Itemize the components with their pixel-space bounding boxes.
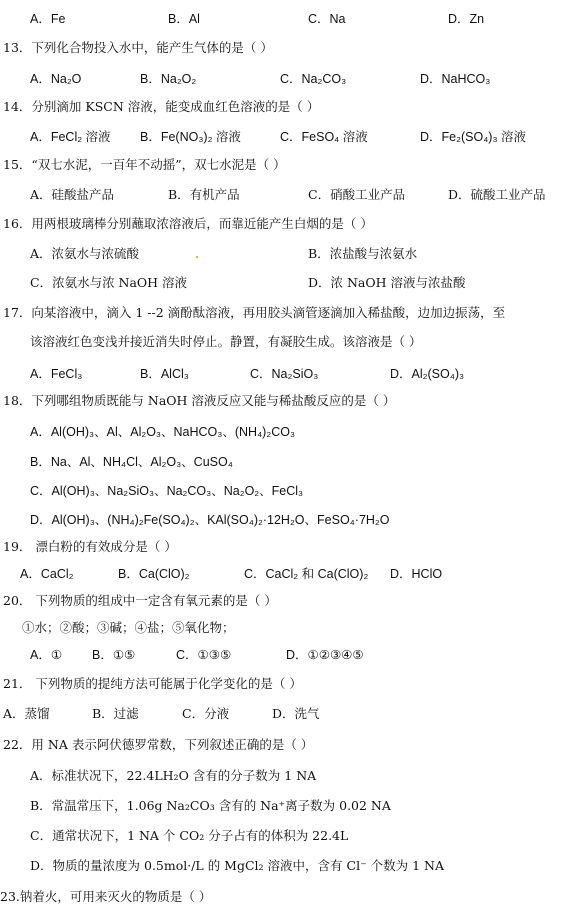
q16-option-d: D．浓 NaOH 溶液与浓盐酸	[308, 275, 466, 290]
q21-option-b: B．过滤	[92, 706, 139, 721]
q21-stem: 21． 下列物质的提纯方法可能属于化学变化的是（ ）	[3, 676, 302, 691]
q17-stem-line1: 17．向某溶液中，滴入 1 --2 滴酚酞溶液，再用胶头滴管逐滴加入稀盐酸，边加边振荡，至	[3, 305, 506, 320]
q15-stem: 15．“双七水泥，一百年不动摇”，双七水泥是（ ）	[3, 157, 286, 172]
q20-list: ①水；②酸；③碱；④盐；⑤氧化物；	[22, 620, 235, 635]
q19-option-b: B．Ca(ClO)₂	[118, 567, 190, 581]
q22-option-b: B．常温常压下，1.06g Na₂CO₃ 含有的 Na⁺离子数为 0.02 NA	[30, 798, 391, 813]
q18-option-c: C．Al(OH)₃、Na₂SiO₃、Na₂CO₃、Na₂O₂、FeCl₃	[30, 484, 304, 498]
q20-option-c: C．①③⑤	[176, 648, 232, 662]
q22-option-d: D．物质的量浓度为 0.5mol·/L 的 MgCl₂ 溶液中，含有 Cl⁻ 个数为 1 NA	[30, 858, 445, 873]
stray-dot	[196, 256, 198, 258]
q23-stem: 23.钠着火，可用来灭火的物质是（ ）	[0, 889, 212, 904]
q14-option-b: B．Fe(NO₃)₂ 溶液	[140, 130, 241, 144]
q19-option-c: C．CaCl₂ 和 Ca(ClO)₂	[244, 567, 369, 581]
q13-option-d: D．NaHCO₃	[420, 72, 491, 86]
q12-option-b: B．Al	[168, 12, 200, 26]
q16-option-b: B．浓盐酸与浓氨水	[308, 246, 418, 261]
q21-option-d: D．洗气	[272, 706, 320, 721]
q20-option-a: A．①	[30, 648, 63, 662]
q18-option-b: B．Na、Al、NH₄Cl、Al₂O₃、CuSO₄	[30, 455, 233, 469]
q18-option-a: A．Al(OH)₃、Al、Al₂O₃、NaHCO₃、(NH₄)₂CO₃	[30, 425, 296, 439]
q17-stem-line2: 该溶液红色变浅并接近消失时停止。静置，有凝胶生成。该溶液是（ ）	[30, 334, 422, 349]
q22-option-a: A．标准状况下，22.4LH₂O 含有的分子数为 1 NA	[30, 768, 317, 783]
q13-stem: 13．下列化合物投入水中，能产生气体的是（ ）	[3, 40, 273, 55]
q14-option-d: D．Fe₂(SO₄)₃ 溶液	[420, 130, 527, 144]
q15-option-b: B．有机产品	[168, 187, 240, 202]
q14-option-a: A．FeCl₂ 溶液	[30, 130, 111, 144]
q17-option-a: A．FeCl₃	[30, 367, 83, 381]
q16-stem: 16．用两根玻璃棒分别蘸取浓溶液后，而靠近能产生白烟的是（ ）	[3, 216, 373, 231]
q15-option-d: D．硫酸工业产品	[448, 187, 546, 202]
q12-option-c: C．Na	[308, 12, 346, 26]
q16-option-c: C．浓氨水与浓 NaOH 溶液	[30, 275, 188, 290]
q19-option-a: A．CaCl₂	[20, 567, 74, 581]
q21-option-a: A．蒸馏	[3, 706, 50, 721]
q15-option-a: A．硅酸盐产品	[30, 187, 115, 202]
q13-option-b: B．Na₂O₂	[140, 72, 197, 86]
q20-stem: 20． 下列物质的组成中一定含有氧元素的是（ ）	[3, 593, 277, 608]
q12-option-a: A．Fe	[30, 12, 66, 26]
q13-option-c: C．Na₂CO₃	[280, 72, 347, 86]
q22-stem: 22．用 NA 表示阿伏德罗常数，下列叙述正确的是（ ）	[3, 737, 314, 752]
q18-stem: 18．下列哪组物质既能与 NaOH 溶液反应又能与稀盐酸反应的是（ ）	[3, 393, 396, 408]
q19-stem: 19． 漂白粉的有效成分是（ ）	[3, 539, 177, 554]
q17-option-c: C．Na₂SiO₃	[250, 367, 319, 381]
q16-option-a: A．浓氨水与浓硫酸	[30, 246, 140, 261]
q18-option-d: D．Al(OH)₃、(NH₄)₂Fe(SO₄)₂、KAl(SO₄)₂·12H₂O、FeSO₄·7H₂O	[30, 513, 390, 527]
q14-stem: 14．分别滴加 KSCN 溶液，能变成血红色溶液的是（ ）	[3, 99, 320, 114]
q20-option-b: B．①⑤	[92, 648, 136, 662]
q22-option-c: C．通常状况下，1 NA 个 CO₂ 分子占有的体积为 22.4L	[30, 828, 349, 843]
q17-option-b: B．AlCl₃	[140, 367, 189, 381]
q13-option-a: A．Na₂O	[30, 72, 82, 86]
q21-option-c: C．分液	[182, 706, 230, 721]
q15-option-c: C．硝酸工业产品	[308, 187, 406, 202]
q17-option-d: D．Al₂(SO₄)₃	[390, 367, 465, 381]
q12-option-d: D．Zn	[448, 12, 485, 26]
q20-option-d: D．①②③④⑤	[286, 648, 364, 662]
q19-option-d: D．HClO	[390, 567, 443, 581]
q14-option-c: C．FeSO₄ 溶液	[280, 130, 368, 144]
